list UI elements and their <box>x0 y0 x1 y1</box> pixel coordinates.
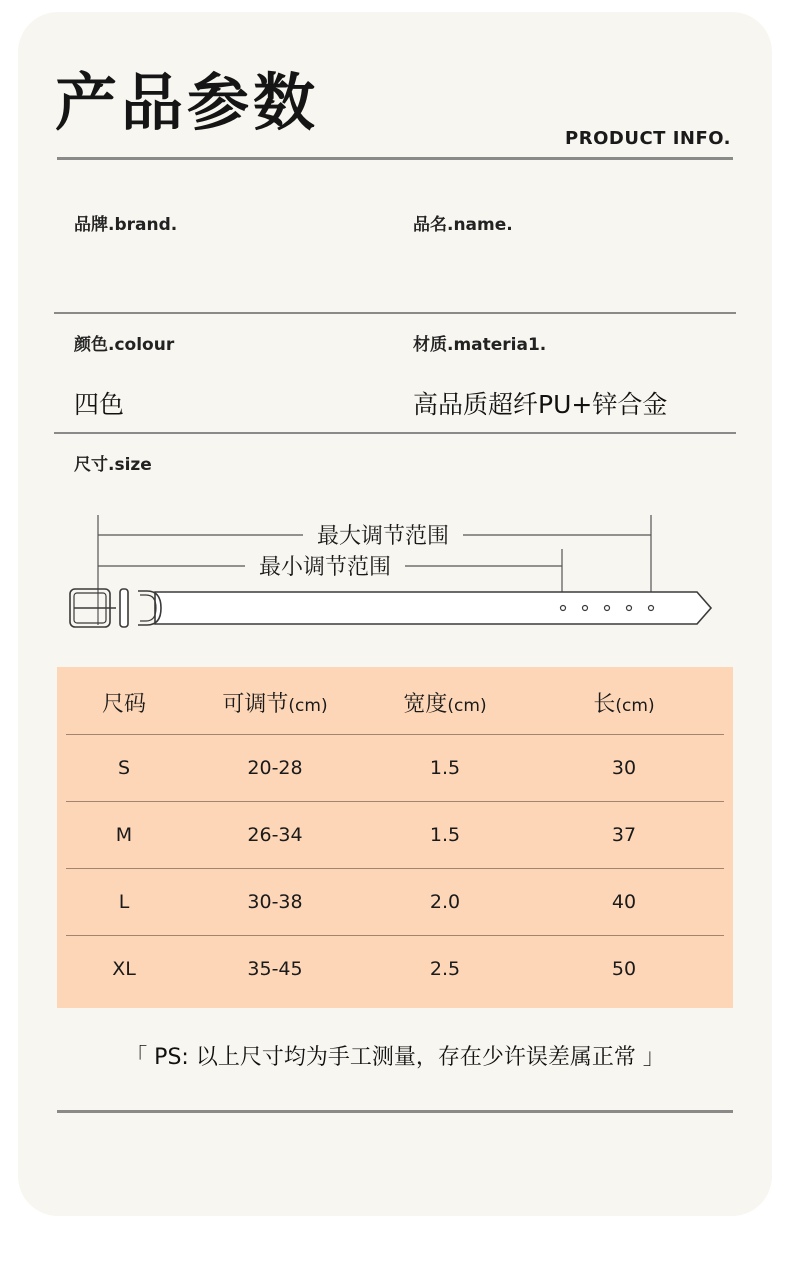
cell-adjustable: 30-38 <box>247 891 303 913</box>
measurement-note: 「 PS: 以上尺寸均为手工测量，存在少许误差属正常 」 <box>125 1045 665 1070</box>
belt-loop-inner <box>140 595 156 621</box>
brand-label: 品牌.brand. <box>74 215 178 235</box>
material-value: 高品质超纤PU+锌合金 <box>413 390 668 419</box>
colour-label: 颜色.colour <box>74 335 175 355</box>
cell-width: 1.5 <box>429 824 461 846</box>
cell-adjustable: 26-34 <box>247 824 303 846</box>
cell-adjustable: 35-45 <box>247 958 303 980</box>
material-label: 材质.materia1. <box>413 335 547 355</box>
cell-size: XL <box>112 958 136 980</box>
cell-width: 2.5 <box>429 958 461 980</box>
cell-length: 40 <box>611 891 637 913</box>
table-row <box>66 801 724 869</box>
colour-value: 四色 <box>74 390 125 419</box>
page-title: 产品参数 <box>55 66 320 139</box>
belt-strap <box>155 592 711 624</box>
table-header-length: 长(cm) <box>593 692 655 717</box>
belt-keeper <box>120 589 128 627</box>
page-subtitle: PRODUCT INFO. <box>565 128 731 149</box>
row-divider-2 <box>54 432 736 434</box>
cell-length: 30 <box>611 757 637 779</box>
table-header-size: 尺码 <box>101 692 147 717</box>
cell-adjustable: 20-28 <box>247 757 303 779</box>
max-range-label: 最大调节范围 <box>316 524 450 549</box>
cell-width: 2.0 <box>429 891 461 913</box>
table-row <box>66 734 724 802</box>
cell-length: 50 <box>611 958 637 980</box>
cell-size: L <box>118 891 130 913</box>
size-label: 尺寸.size <box>74 455 152 475</box>
table-header-adjustable: 可调节(cm) <box>222 692 328 717</box>
min-range-label: 最小调节范围 <box>258 555 392 580</box>
row-divider-1 <box>54 312 736 314</box>
cell-size: M <box>115 824 133 846</box>
footer-divider <box>57 1110 733 1113</box>
size-table <box>57 667 733 1008</box>
cell-width: 1.5 <box>429 757 461 779</box>
cell-size: S <box>117 757 131 779</box>
belt-diagram <box>60 505 730 640</box>
table-header-width: 宽度(cm) <box>403 692 487 717</box>
table-row <box>66 868 724 936</box>
cell-length: 37 <box>611 824 637 846</box>
table-row <box>66 935 724 1003</box>
name-label: 品名.name. <box>413 215 513 235</box>
header-divider <box>57 157 733 160</box>
